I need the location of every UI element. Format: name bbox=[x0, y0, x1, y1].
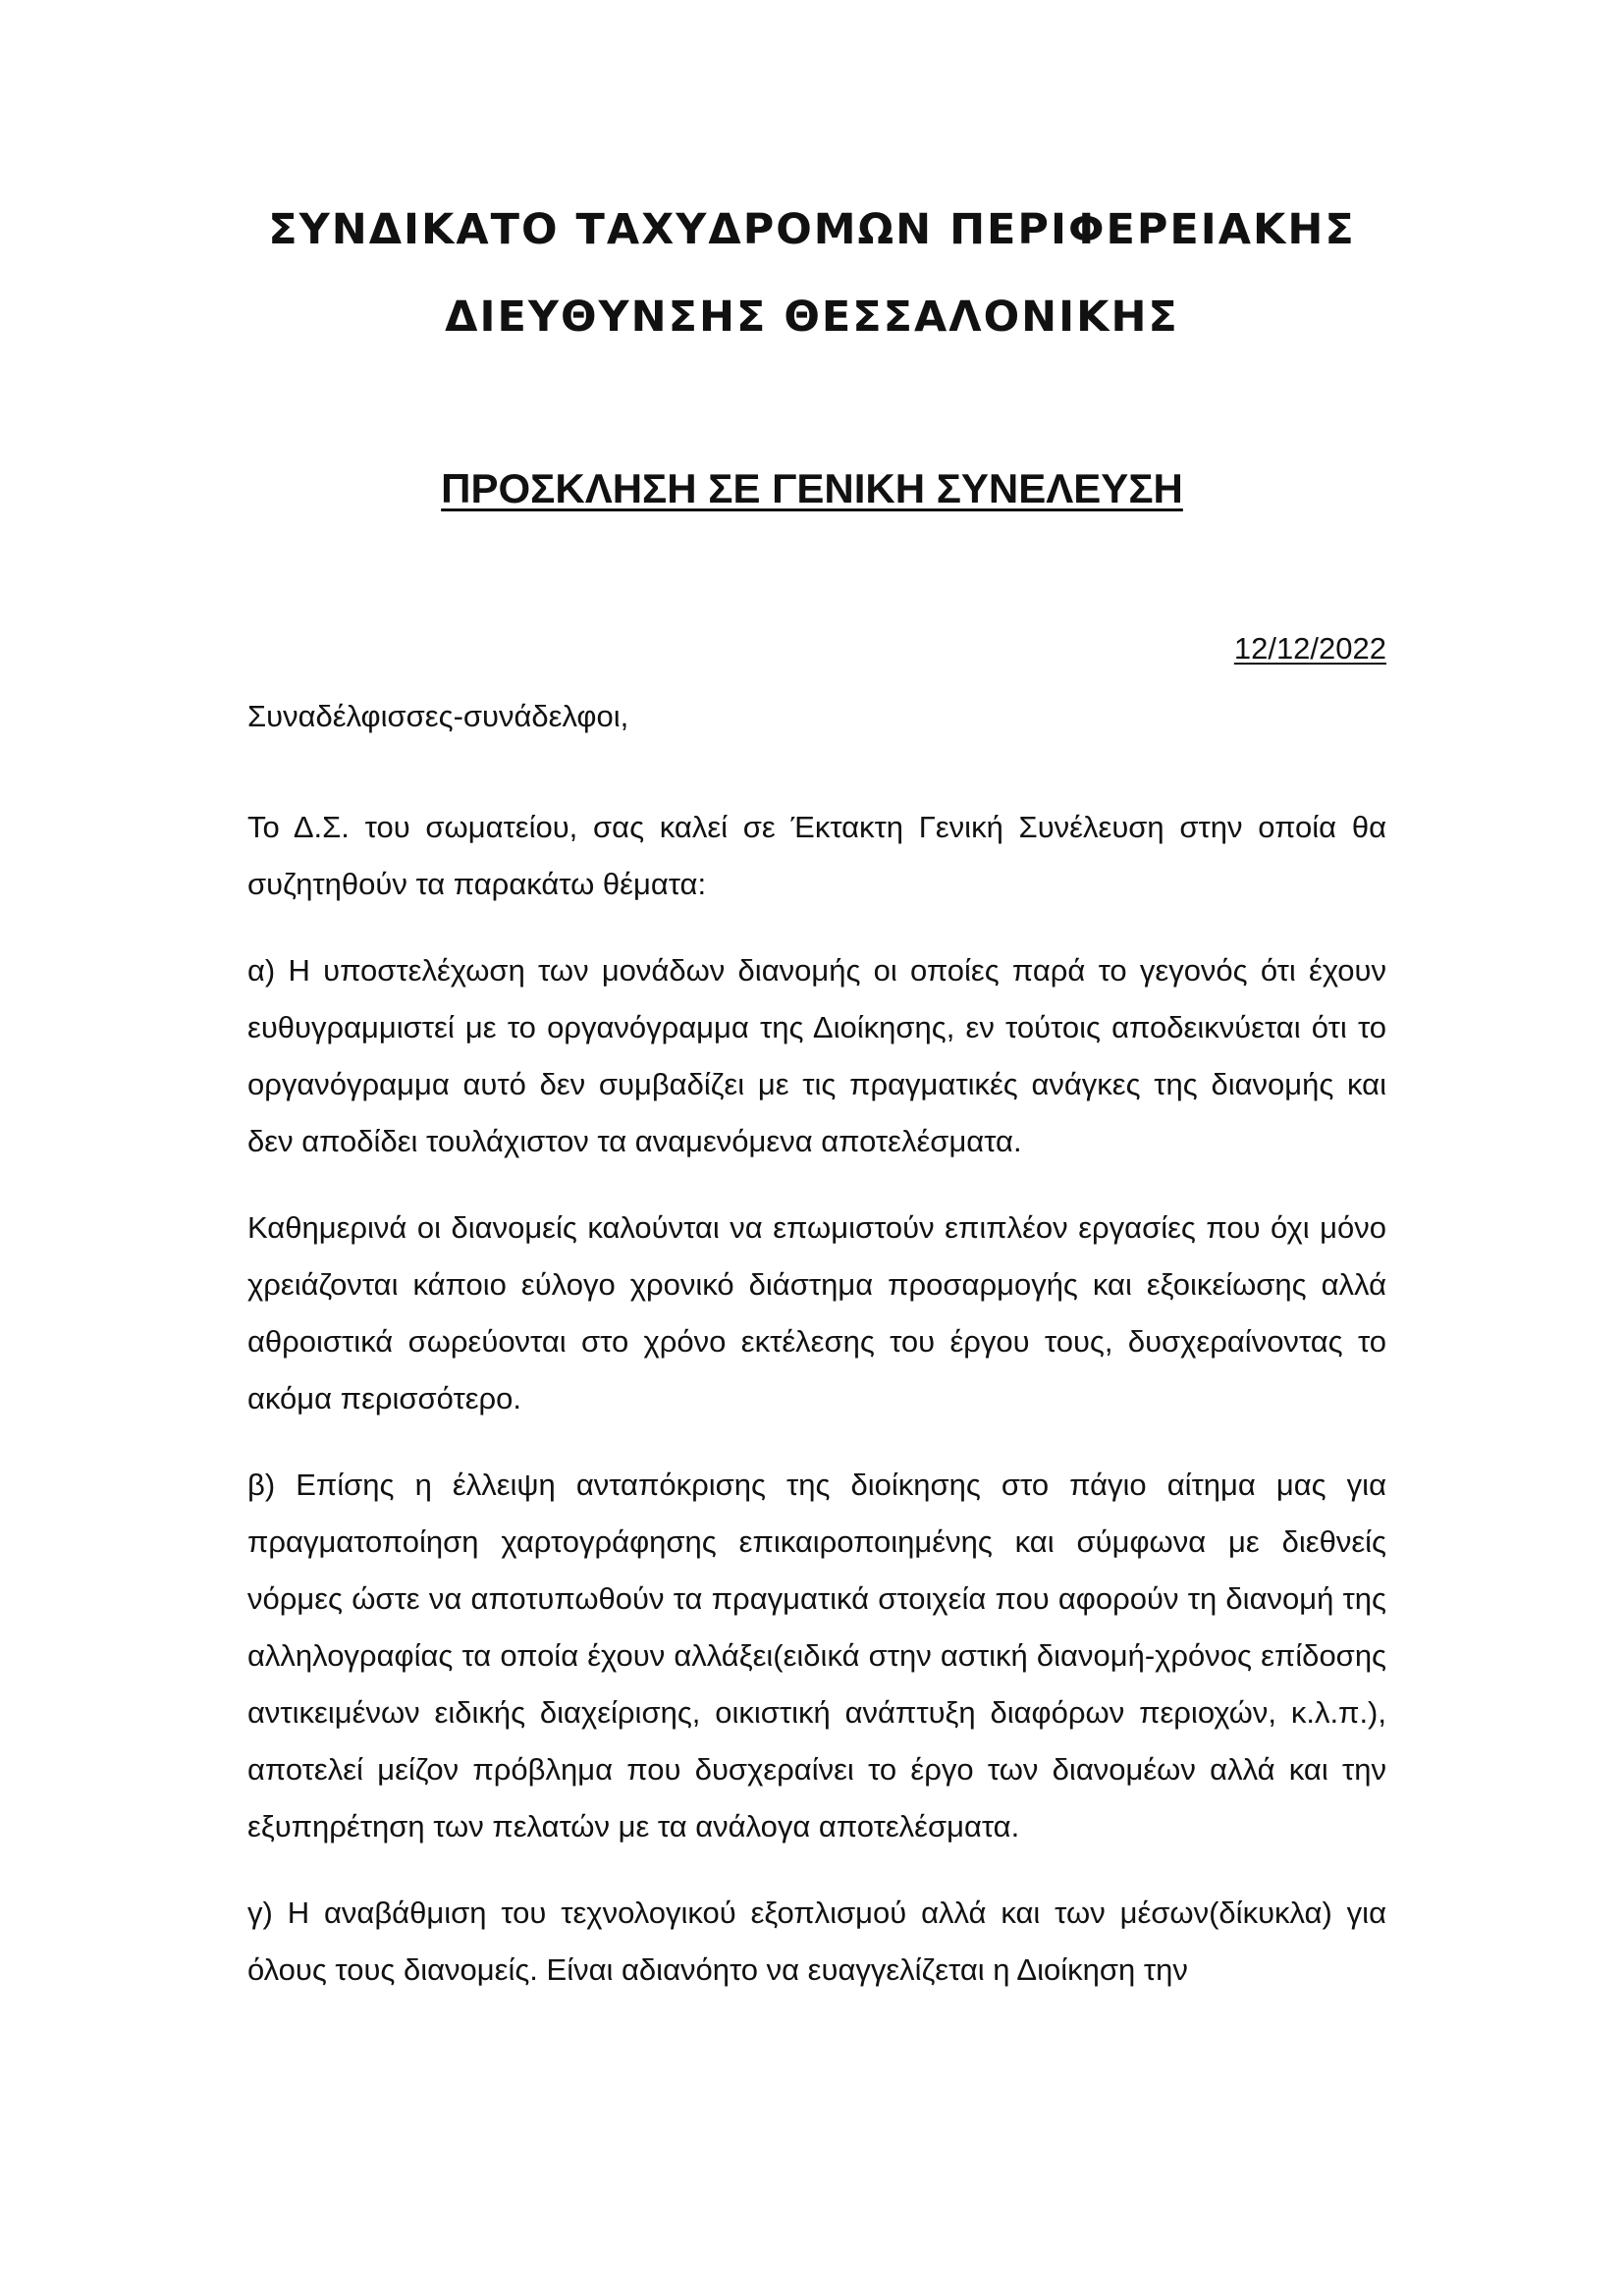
organization-name-line-2: ΔΙΕΥΘΥΝΣΗΣ ΘΕΣΣΑΛΟΝΙΚΗΣ bbox=[445, 293, 1179, 342]
paragraph-item-a: α) Η υποστελέχωση των μονάδων διανομής οι οποίες παρά το γεγονός ότι έχουν ευθυγραμμιστεί με το οργανόγραμμα της Διοίκησης, εν τούτοις αποδεικνύεται ότι το οργανόγραμμα αυτό δεν συμβαδίζει με τις πραγματικές ανάγκες της διανομής και δεν αποδίδει τουλάχιστον τα αναμενόμενα αποτελέσματα. bbox=[247, 953, 1386, 1158]
paragraph-item-b: β) Επίσης η έλλειψη ανταπόκρισης της διοίκησης στο πάγιο αίτημα μας για πραγματοποίηση χαρτογράφησης επικαιροποιημένης και σύμφωνα με διεθνείς νόρμες ώστε να αποτυπωθούν τα πραγματικά στοιχεία που αφορούν τη διανομή της αλληλογραφίας τα οποία έχουν αλλάξει(ειδικά στην αστική διανομή-χρόνος επίδοσης αντικειμένων ειδικής διαχείρισης, οικιστική ανάπτυξη διαφόρων περιοχών, κ.λ.π.), αποτελεί μείζον πρόβλημα που δυσχεραίνει το έργο των διανομέων αλλά και την εξυπηρέτηση των πελατών με τα ανάλογα αποτελέσματα. bbox=[247, 1468, 1386, 1843]
body-text bbox=[247, 799, 1386, 1999]
paragraph-item-a-continued: Καθημερινά οι διανομείς καλούνται να επωμιστούν επιπλέον εργασίες που όχι μόνο χρειάζονται κάποιο εύλογο χρονικό διάστημα προσαρμογής και εξοικείωσης αλλά αθροιστικά σωρεύονται στο χρόνο εκτέλεσης του έργου τους, δυσχεραίνοντας το ακόμα περισσότερο. bbox=[247, 1210, 1386, 1415]
document-date: 12/12/2022 bbox=[1233, 631, 1386, 666]
document-title: ΠΡΟΣΚΛΗΣΗ ΣΕ ΓΕΝΙΚΗ ΣΥΝΕΛΕΥΣΗ bbox=[441, 465, 1183, 511]
organization-name-line-1: ΣΥΝΔΙΚΑΤΟ ΤΑΧΥΔΡΟΜΩΝ ΠΕΡΙΦΕΡΕΙΑΚΗΣ bbox=[268, 205, 1356, 254]
paragraph-intro: Το Δ.Σ. του σωματείου, σας καλεί σε Έκτακτη Γενική Συνέλευση στην οποία θα συζητηθούν τα παρακάτω θέματα: bbox=[247, 810, 1386, 901]
salutation: Συναδέλφισσες-συνάδελφοι, bbox=[247, 699, 629, 733]
paragraph-item-c: γ) Η αναβάθμιση του τεχνολογικού εξοπλισμού αλλά και των μέσων(δίκυκλα) για όλους τους διανομείς. Είναι αδιανόητο να ευαγγελίζεται η Διοίκηση την bbox=[247, 1896, 1386, 1987]
